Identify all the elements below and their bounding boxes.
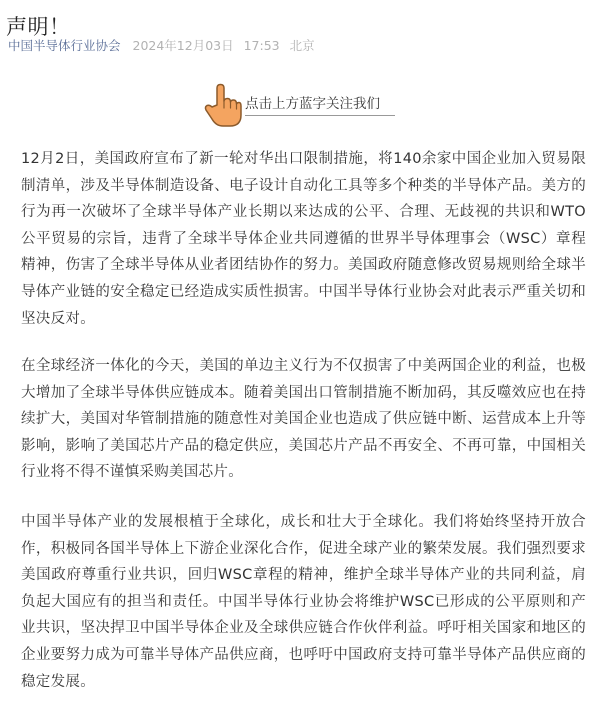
publish-date: 2024年12月03日 <box>132 38 234 53</box>
article-meta <box>8 37 315 55</box>
publish-location: 北京 <box>289 38 315 53</box>
article-title: 声明！ <box>6 15 71 40</box>
follow-underline <box>245 115 395 116</box>
account-name-link[interactable]: 中国半导体行业协会 <box>8 38 121 53</box>
follow-banner[interactable] <box>202 83 402 129</box>
paragraph-1: 12月2日，美国政府宣布了新一轮对华出口限制措施，将140余家中国企业加入贸易限制清单，涉及半导体制造设备、电子设计自动化工具等多个种类的半导体产品。美方的行为再一次破坏了全球半导体产业长期以来达成的公平、合理、无歧视的共识和WTO公平贸易的宗旨，违背了全球半导体企业共同遵循的世界半导体理事会（WSC）章程精神，伤害了全球半导体从业者团结协作的努力。美国政府随意修改贸易规则给全球半导体产业链的安全稳定已经造成实质性损害。中国半导体行业协会对此表示严重关切和坚决反对。 <box>21 151 586 327</box>
pointing-hand-icon <box>202 83 242 129</box>
follow-prompt-text: 点击上方蓝字关注我们 <box>245 96 380 112</box>
publish-time: 17:53 <box>243 38 280 53</box>
paragraph-3: 中国半导体产业的发展根植于全球化，成长和壮大于全球化。我们将始终坚持开放合作，积极同各国半导体上下游企业深化合作，促进全球产业的繁荣发展。我们强烈要求美国政府尊重行业共识，回归WSC章程的精神，维护全球半导体产业的共同利益，肩负起大国应有的担当和责任。中国半导体行业协会将维护WSC已形成的公平原则和产业共识，坚决捍卫中国半导体企业及全球供应链合作伙伴利益。呼吁相关国家和地区的企业要努力成为可靠半导体产品供应商，也呼吁中国政府支持可靠半导体产品供应商的稳定发展。 <box>21 514 586 690</box>
paragraph-2: 在全球经济一体化的今天，美国的单边主义行为不仅损害了中美两国企业的利益，也极大增加了全球半导体供应链成本。随着美国出口管制措施不断加码，其反噬效应也在持续扩大，美国对华管制措施的随意性对美国企业也造成了供应链中断、运营成本上升等影响，影响了美国芯片产品的稳定供应，美国芯片产品不再安全、不再可靠，中国相关行业将不得不谨慎采购美国芯片。 <box>21 358 586 481</box>
